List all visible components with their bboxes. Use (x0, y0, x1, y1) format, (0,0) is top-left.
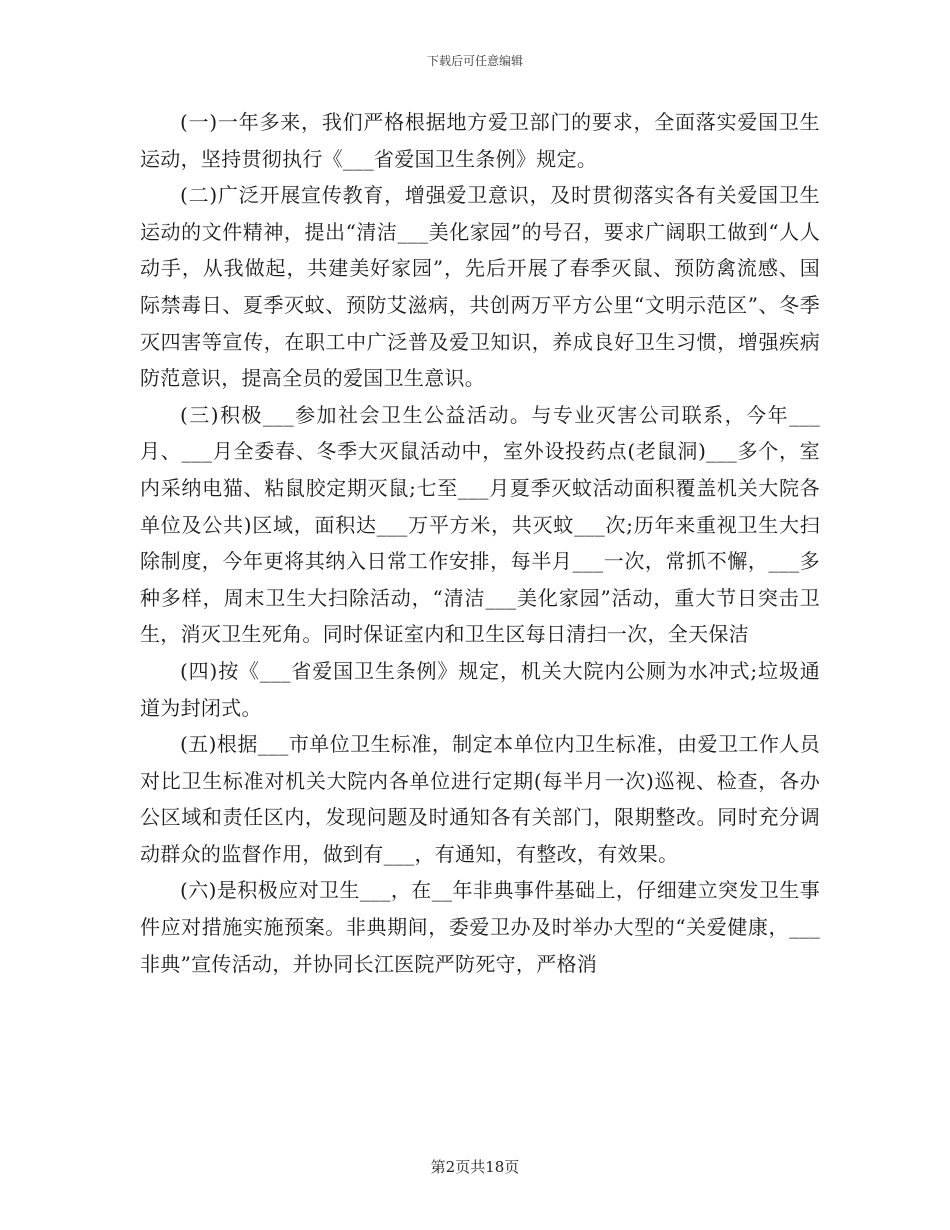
paragraph-6: (六)是积极应对卫生___，在__年非典事件基础上，仔细建立突发卫生事件应对措施实施预案。非典期间，委爱卫办及时举办大型的“关爱健康，___非典”宣传活动，并协同长江医院严防死守，严格消 (140, 878, 820, 976)
document-body (140, 104, 820, 982)
page-header-note: 下载后可任意编辑 (426, 54, 523, 68)
paragraph-1: (一)一年多来，我们严格根据地方爱卫部门的要求，全面落实爱国卫生运动，坚持贯彻执行《___省爱国卫生条例》规定。 (140, 110, 820, 171)
paragraph-3: (三)积极___参加社会卫生公益活动。与专业灭害公司联系，今年___月、___月全委春、冬季大灭鼠活动中，室外设投药点(老鼠洞)___多个，室内采纳电猫、粘鼠胶定期灭鼠;七至___月夏季灭蚊活动面积覆盖机关大院各单位及公共)区域，面积达___万平方米，共灭蚊___次;历年来重视卫生大扫除制度，今年更将其纳入日常工作安排，每半月___一次，常抓不懈，___多种多样，周末卫生大扫除活动，“清洁___美化家园”活动，重大节日突击卫生，消灭卫生死角。同时保证室内和卫生区每日清扫一次，全天保洁 (140, 402, 820, 647)
page-number-footer: 第2页共18页 (430, 1158, 520, 1176)
paragraph-5: (五)根据___市单位卫生标准，制定本单位内卫生标准，由爱卫工作人员对比卫生标准对机关大院内各单位进行定期(每半月一次)巡视、检查，各办公区域和责任区内，发现问题及时通知各有关部门，限期整改。同时充分调动群众的监督作用，做到有___，有通知，有整改，有效果。 (140, 732, 820, 866)
paragraph-4: (四)按《___省爱国卫生条例》规定，机关大院内公厕为水冲式;垃圾通道为封闭式。 (140, 658, 820, 720)
paragraph-2: (二)广泛开展宣传教育，增强爱卫意识，及时贯彻落实各有关爱国卫生运动的文件精神，提出“清洁___美化家园”的号召，要求广阔职工做到“人人动手，从我做起，共建美好家园”，先后开展了春季灭鼠、预防禽流感、国际禁毒日、夏季灭蚊、预防艾滋病，共创两万平方公里“文明示范区”、冬季灭四害等宣传，在职工中广泛普及爱卫知识，养成良好卫生习惯，增强疾病防范意识，提高全员的爱国卫生意识。 (140, 183, 820, 391)
